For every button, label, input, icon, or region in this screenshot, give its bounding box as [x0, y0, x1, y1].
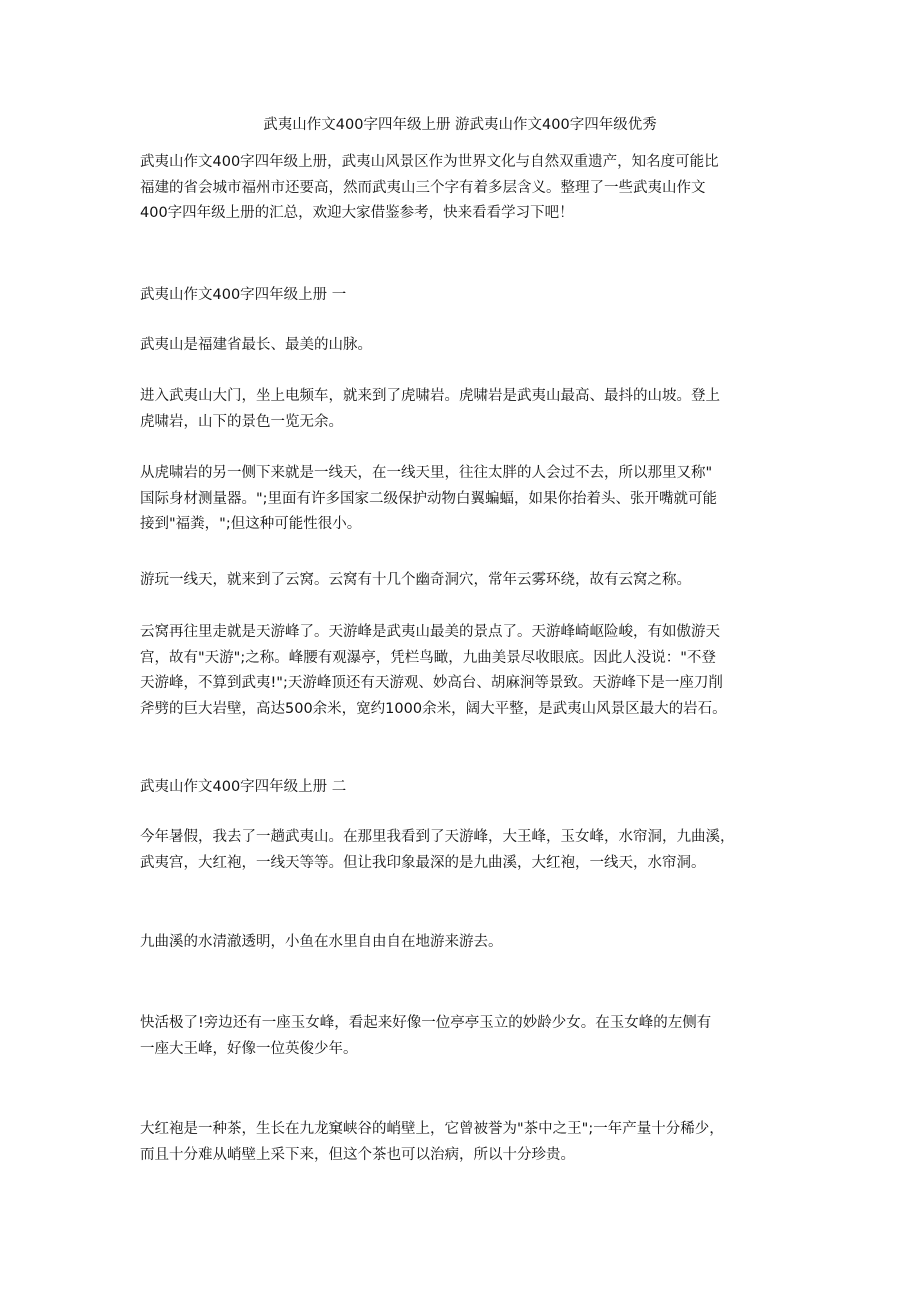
section-1-paragraph-3: 从虎啸岩的另一侧下来就是一线天，在一线天里，往往太胖的人会过不去，所以那里又称" 国际身材测量器。";里面有许多国家二级保护动物白翼蝙蝠，如果你抬着头、张开嘴就可能 接到"福粪，";但这种可能性很小。: [140, 465, 718, 532]
section-1-paragraph-5: 云窝再往里走就是天游峰了。天游峰是武夷山最美的景点了。天游峰崎岖险峻，有如傲游天 宫，故有"天游";之称。峰腰有观瀑亭，凭栏鸟瞰，九曲美景尽收眼底。因此人没说："不登 天游峰，不算到武夷!";天游峰顶还有天游观、妙高台、胡麻涧等景致。天游峰下是一座刀削 斧劈的巨大岩壁，高达500余米，宽约1000余米，阔大平整，是武夷山风景区最大的岩石。: [140, 624, 727, 717]
section-2-paragraph-4: 大红袍是一种茶，生长在九龙窠峡谷的峭壁上，它曾被誉为"茶中之王";一年产量十分稀少， 而且十分难从峭壁上采下来，但这个茶也可以治病，所以十分珍贵。: [140, 1121, 724, 1163]
section-2-paragraph-3: 快活极了!旁边还有一座玉女峰，看起来好像一位亭亭玉立的妙龄少女。在玉女峰的左侧有 一座大王峰，好像一位英俊少年。: [140, 1015, 712, 1057]
section-1-heading: 武夷山作文400字四年级上册 一: [140, 287, 347, 303]
document-title: 武夷山作文400字四年级上册 游武夷山作文400字四年级优秀: [263, 117, 657, 133]
section-2-heading: 武夷山作文400字四年级上册 二: [140, 779, 347, 795]
section-1-paragraph-1: 武夷山是福建省最长、最美的山脉。: [140, 337, 372, 353]
section-2-paragraph-2: 九曲溪的水清澈透明，小鱼在水里自由自在地游来游去。: [140, 934, 503, 950]
section-1-paragraph-2: 进入武夷山大门，坐上电频车，就来到了虎啸岩。虎啸岩是武夷山最高、最抖的山坡。登上 虎啸岩，山下的景色一览无余。: [140, 388, 720, 430]
section-1-paragraph-4: 游玩一线天，就来到了云窝。云窝有十几个幽奇洞穴，常年云雾环绕，故有云窝之称。: [140, 572, 691, 588]
intro-paragraph: 武夷山作文400字四年级上册，武夷山风景区作为世界文化与自然双重遗产，知名度可能比 福建的省会城市福州市还要高，然而武夷山三个字有着多层含义。整理了一些武夷山作文 400字四年级上册的汇总，欢迎大家借鉴参考，快来看看学习下吧！: [140, 154, 719, 221]
section-2-paragraph-1: 今年暑假，我去了一趟武夷山。在那里我看到了天游峰，大王峰，玉女峰，水帘洞，九曲溪， 武夷宫，大红袍，一线天等等。但让我印象最深的是九曲溪，大红袍，一线天，水帘洞。: [140, 829, 735, 871]
